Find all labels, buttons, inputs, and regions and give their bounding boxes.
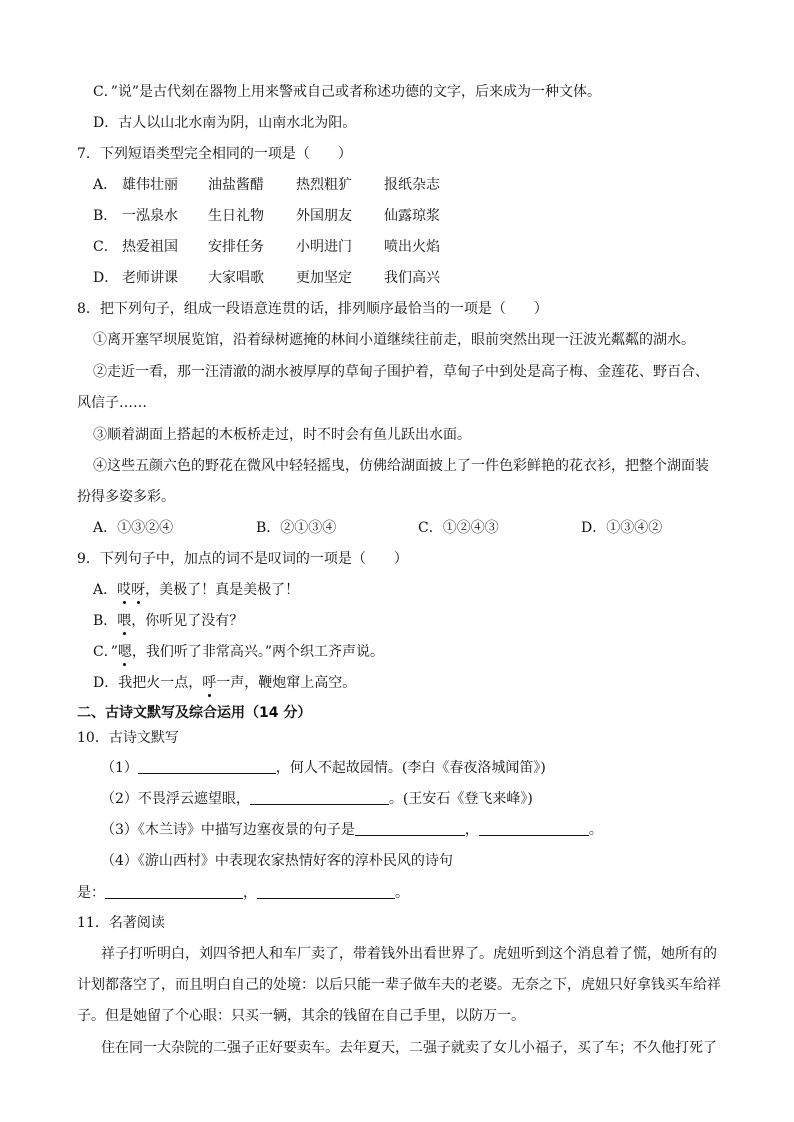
phrase: 生日礼物	[208, 208, 264, 224]
phrase: 报纸杂志	[384, 177, 440, 193]
q8-sentence-1: ①离开塞罕坝展览馆，沿着绿树遮掩的林间小道继续往前走，眼前突然出现一汪波光粼粼的湖水。	[93, 332, 695, 348]
phrase: 热爱祖国	[122, 239, 178, 255]
answer-blank[interactable]	[250, 790, 389, 805]
phrase: 仙露琼浆	[384, 208, 440, 224]
phrase: 油盐酱醋	[208, 177, 264, 193]
phrase: 喷出火焰	[384, 239, 440, 255]
dotted-word: 哎	[117, 582, 132, 598]
q11-passage-line: 子。但是她留了个心眼：只买一辆，其余的钱留在自己手里，以防万一。	[77, 1008, 525, 1024]
option-text: 一声，鞭炮窜上高空。	[216, 675, 357, 691]
q9-option-a	[93, 580, 299, 600]
q8-sentence-2-cont: 风信子……	[77, 395, 147, 411]
option-label: D．我把火一点，	[93, 675, 203, 691]
q8-option-b: B．②①③④	[256, 520, 337, 536]
q6-option-c: C．”说”是古代刻在器物上用来警戒自己或者称述功德的文字，后来成为一种文体。	[93, 84, 602, 100]
phrase: 安排任务	[208, 239, 264, 255]
q8-sentence-2: ②走近一看，那一汪清澈的湖水被厚厚的草甸子围护着，草甸子中到处是高子梅、金莲花、野百合、	[93, 364, 709, 380]
part-text: ，	[464, 822, 479, 838]
option-label: C．”	[93, 644, 118, 660]
dotted-word: 呼	[202, 675, 217, 691]
q6-option-d: D．古人以山北水南为阴，山南水北为阳。	[93, 115, 357, 131]
phrase: 更加坚定	[296, 270, 352, 286]
q9-option-d	[93, 673, 356, 693]
q11-passage-line: 祥子打听明白，刘四爷把人和车厂卖了，带着钱外出看世界了。虎妞听到这个消息着了慌，她所有的	[101, 946, 717, 962]
q10-part-2	[101, 789, 533, 809]
q8-sentence-3: ③顺着湖面上搭起的木板桥走过，时不时会有鱼儿跃出水面。	[93, 427, 471, 443]
phrase: 一泓泉水	[122, 208, 178, 224]
phrase: 雄伟壮丽	[122, 177, 178, 193]
part-text: ，	[243, 885, 257, 901]
phrase: 热烈粗犷	[296, 177, 352, 193]
part-text: ，何人不起故园情。(李白《春夜洛城闻笛》)	[275, 760, 546, 776]
q7-stem: 7．下列短语类型完全相同的一项是（ ）	[77, 146, 352, 162]
answer-blank[interactable]	[257, 884, 395, 899]
phrase: 老师讲课	[122, 270, 178, 286]
q10-part-4-cont	[77, 883, 409, 903]
answer-blank[interactable]	[479, 821, 589, 836]
part-text: 是：	[77, 885, 105, 901]
answer-blank[interactable]	[355, 821, 465, 836]
q8-sentence-4-cont: 扮得多姿多彩。	[77, 489, 175, 505]
q10-part-4: （4）《游山西村》中表现农家热情好客的淳朴民风的诗句	[101, 853, 453, 869]
option-label: B．	[93, 613, 118, 629]
q11-passage-line: 计划都落空了，而且明白自己的处境：以后只能一辈子做车夫的老婆。无奈之下，虎妞只好拿钱买车给祥	[77, 977, 721, 993]
option-text: ，我们听了非常高兴。”两个织工齐声说。	[131, 644, 385, 660]
option-label: A．	[93, 582, 118, 598]
option-label: D．	[93, 270, 119, 286]
option-text: ，美极了！真是美极了！	[145, 582, 300, 598]
answer-blank[interactable]	[138, 759, 276, 774]
option-label: A．	[93, 177, 118, 193]
q11-passage-line: 住在同一大杂院的二强子正好要卖车。去年夏天，二强子就卖了女儿小福子，买了车；不久他打死了	[101, 1040, 717, 1056]
part-text: 。(王安石《登飞来峰》)	[388, 791, 533, 807]
q8-sentence-4: ④这些五颜六色的野花在微风中轻轻摇曳，仿佛给湖面披上了一件色彩鲜艳的花衣衫，把整个湖面装	[93, 458, 709, 474]
dotted-word: 喂	[117, 613, 132, 629]
part-text: 。	[588, 822, 603, 838]
section-heading: 二、古诗文默写及综合运用（14 分）	[77, 705, 312, 721]
phrase: 小明进门	[296, 239, 352, 255]
option-text: ，你听见了没有？	[131, 613, 244, 629]
part-text: （2）不畏浮云遮望眼，	[101, 791, 250, 807]
q8-option-d: D．①③④②	[581, 520, 663, 536]
q8-option-a: A．①③②④	[93, 520, 174, 536]
dotted-word: 嗯	[117, 644, 132, 660]
q9-option-c	[93, 642, 384, 662]
q10-stem: 10．古诗文默写	[77, 730, 179, 746]
part-text: （3）《木兰诗》中描写边塞夜景的句子是	[101, 822, 355, 838]
option-label: C．	[93, 239, 118, 255]
q8-stem: 8．把下列句子，组成一段语意连贯的话，排列顺序最恰当的一项是（ ）	[77, 301, 548, 317]
q9-stem: 9．下列句子中，加点的词不是叹词的一项是（ ）	[77, 551, 408, 567]
part-number: （1）	[101, 760, 138, 776]
phrase: 大家唱歌	[208, 270, 264, 286]
q10-part-3	[101, 820, 603, 840]
q10-part-1	[101, 758, 546, 778]
answer-blank[interactable]	[105, 884, 243, 899]
q11-stem: 11．名著阅读	[77, 915, 165, 931]
part-text: 。	[395, 885, 409, 901]
dotted-word: 呀	[131, 582, 146, 598]
q8-option-c: C．①②④③	[418, 520, 499, 536]
option-label: B．	[93, 208, 118, 224]
phrase: 外国朋友	[296, 208, 352, 224]
q9-option-b	[93, 611, 243, 631]
phrase: 我们高兴	[384, 270, 440, 286]
